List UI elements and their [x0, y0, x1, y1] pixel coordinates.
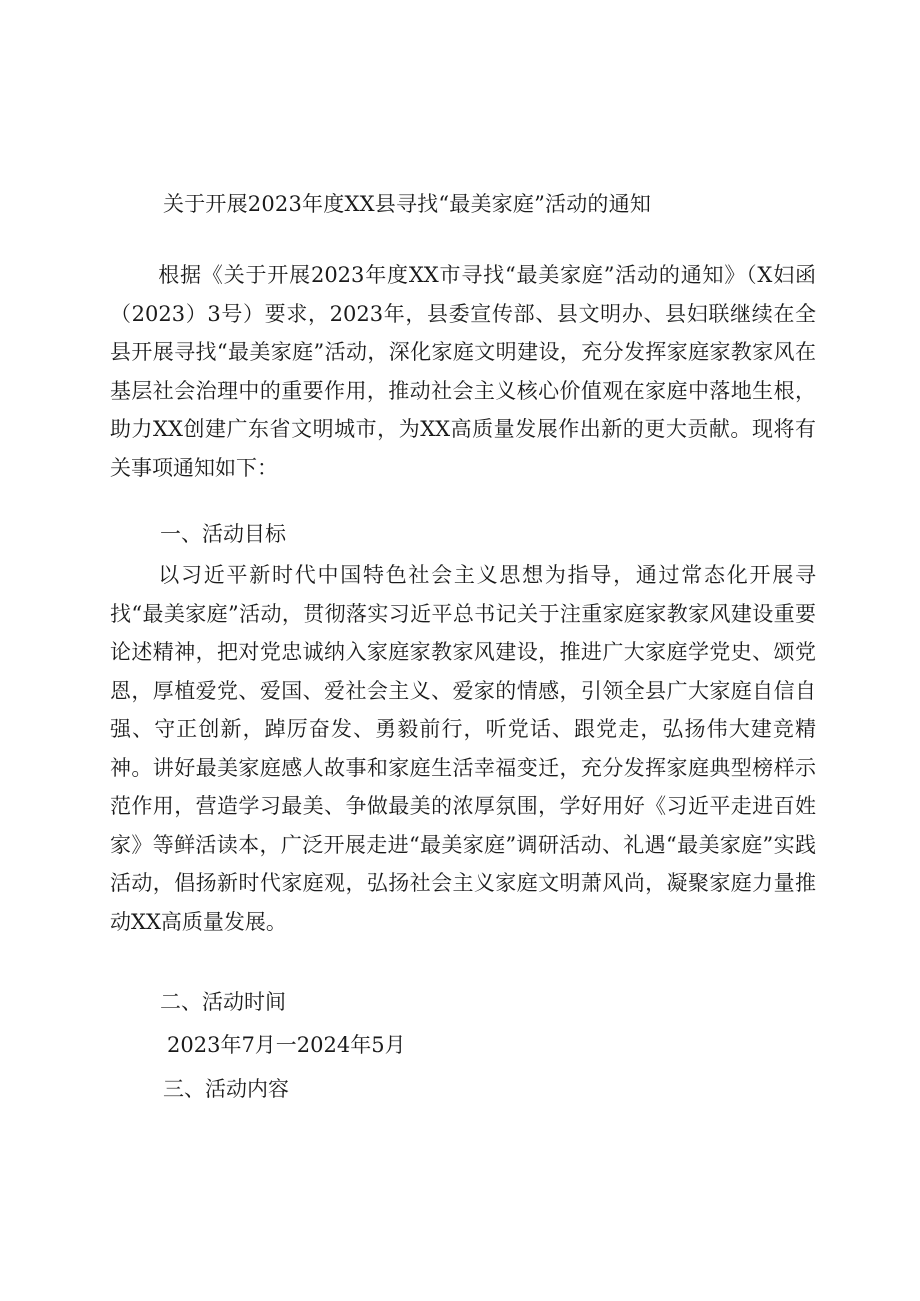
section-heading-goal: 一、活动目标 — [160, 522, 286, 546]
section-heading-content: 三、活动内容 — [163, 1077, 289, 1101]
goal-paragraph: 以习近平新时代中国特色社会主义思想为指导，通过常态化开展寻找“最美家庭”活动，贯彻落实习近平总书记关于注重家庭家教家风建设重要论述精神，把对党忠诚纳入家庭家教家风建设，推进广大家庭学党史、颂党恩，厚植爱党、爱国、爱社会主义、爱家的情感，引领全县广大家庭自信自强、守正创新，踔厉奋发、勇毅前行，听党话、跟党走，弘扬伟大建竞精神。讲好最美家庭感人故事和家庭生活幸福变迁，充分发挥家庭典型榜样示范作用，营造学习最美、争做最美的浓厚氛围，学好用好《习近平走进百姓家》等鲜活读本，广泛开展走进“最美家庭”调研活动、礼遇“最美家庭”实践活动，倡扬新时代家庭观，弘扬社会主义家庭文明萧风尚，凝聚家庭力量推动XX高质量发展。 — [110, 563, 816, 934]
activity-time-value: 2023年7月一2024年5月 — [167, 1033, 406, 1057]
intro-paragraph: 根据《关于开展2023年度XX市寻找“最美家庭”活动的通知》（X妇函（2023）3号）要求，2023年，县委宣传部、县文明办、县妇联继续在全县开展寻找“最美家庭”活动，深化家庭文明建设，充分发挥家庭家教家风在基层社会治理中的重要作用，推动社会主义核心价值观在家庭中落地生根，助力XX创建广东省文明城市，为XX高质量发展作出新的更大贡献。现将有关事项通知如下： — [110, 263, 816, 480]
document-title: 关于开展2023年度XX县寻找“最美家庭”活动的通知 — [163, 192, 652, 216]
section-heading-time: 二、活动时间 — [160, 990, 286, 1014]
